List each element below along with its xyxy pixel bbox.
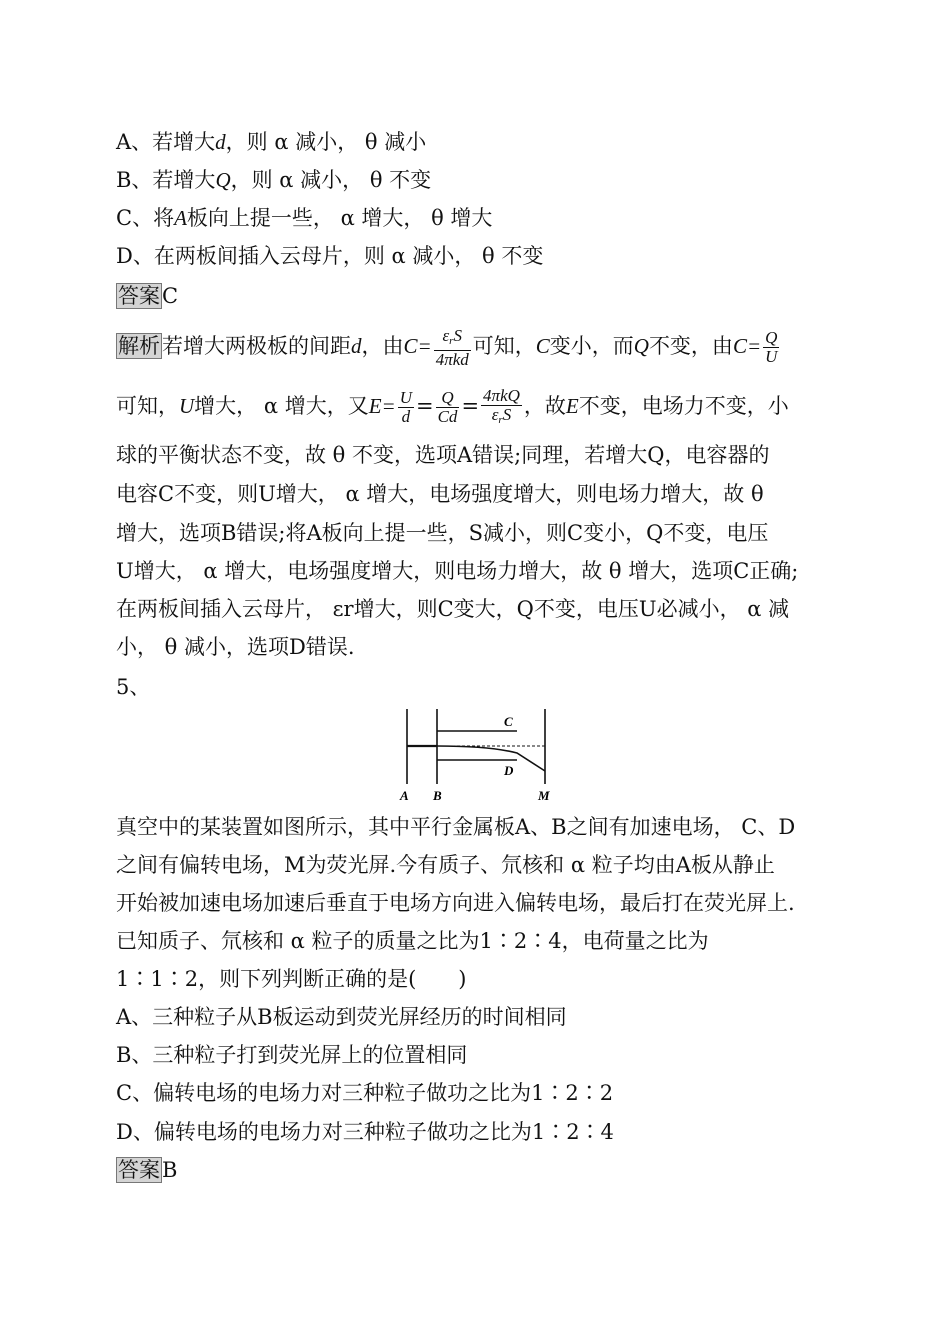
q5-stem-line-1: 真空中的某装置如图所示，其中平行金属板A、B之间有加速电场， C、D	[116, 815, 796, 839]
answer-value: B	[162, 1158, 178, 1182]
q4-analysis-line-6: U增大， α 增大，电场强度增大，则电场力增大，故 θ 增大，选项C正确;	[116, 559, 799, 583]
q5-option-d: D、偏转电场的电场力对三种粒子做功之比为1∶2∶4	[116, 1120, 614, 1144]
fraction-q-over-cd: $\frac{Q}{Cd}$	[437, 388, 458, 426]
answer-tag: 答案	[118, 284, 160, 308]
fraction-capacitance: $\frac{\varepsilon_rS}{\text{4πkd}}$	[435, 325, 469, 369]
label-m: M	[538, 788, 550, 803]
label-a: A	[400, 788, 409, 803]
q4-answer	[116, 281, 178, 311]
fraction-q-over-u: $\frac{Q}{U}$	[765, 328, 778, 366]
q4-option-d: D、在两板间插入云母片，则 α 减小， θ 不变	[116, 244, 544, 268]
q4-option-b: B、若增大Q，则 α 减小， θ 不变	[116, 168, 432, 192]
q5-answer	[116, 1155, 177, 1185]
analysis-tag: 解析	[118, 334, 160, 358]
label-c: C	[504, 714, 513, 729]
label-b: B	[433, 788, 442, 803]
q4-analysis-line-1: 解析若增大两极板的间距d，由C= $\frac{\varepsilon_rS}{\text{4πkd}}$ 可知，C变小，而Q不变，由C= $\frac{Q}{U}$	[118, 325, 778, 369]
q4-analysis-line-7: 在两板间插入云母片， εr增大，则C变大，Q不变，电压U必减小， α 减	[116, 597, 790, 621]
q4-analysis-line-5: 增大，选项B错误;将A板向上提一些，S减小，则C变小，Q不变，电压	[116, 521, 769, 545]
label-d: D	[504, 763, 514, 778]
q5-option-c: C、偏转电场的电场力对三种粒子做功之比为1∶2∶2	[116, 1081, 614, 1105]
q4-option-a: A、若增大d，则 α 减小， θ 减小	[116, 130, 427, 154]
q5-option-b: B、三种粒子打到荧光屏上的位置相同	[116, 1043, 468, 1067]
q4-analysis-line-8: 小， θ 减小，选项D错误.	[116, 635, 355, 659]
answer-value: C	[162, 284, 179, 308]
q5-stem-line-4: 已知质子、氘核和 α 粒子的质量之比为1∶2∶4，电荷量之比为	[116, 929, 709, 953]
q4-analysis-line-2: 可知，U增大， α 增大，又E= $\frac{U}{d}$ = $\frac{Q}{Cd}$ = $\frac{\text{4πkQ}}{\varepsilon_rS}$ ，故E不变，电场力不变，小	[116, 386, 789, 429]
q4-analysis-line-3: 球的平衡状态不变，故 θ 不变，选项A错误;同理，若增大Q，电容器的	[116, 443, 770, 467]
q4-analysis-line-4: 电容C不变，则U增大， α 增大，电场强度增大，则电场力增大，故 θ	[116, 482, 764, 506]
q5-stem-line-2: 之间有偏转电场，M为荧光屏.今有质子、氘核和 α 粒子均由A板从静止	[116, 853, 775, 877]
q5-option-a: A、三种粒子从B板运动到荧光屏经历的时间相同	[116, 1005, 567, 1029]
answer-tag: 答案	[118, 1158, 160, 1182]
deflected-trajectory	[437, 746, 545, 771]
fraction-field: $\frac{\text{4πkQ}}{\varepsilon_rS}$	[483, 385, 520, 426]
q5-stem-line-5: 1∶1∶2，则下列判断正确的是( )	[116, 967, 467, 991]
q5-stem-line-3: 开始被加速电场加速后垂直于电场方向进入偏转电场，最后打在荧光屏上.	[116, 891, 795, 915]
fraction-u-over-d: $\frac{U}{d}$	[399, 388, 412, 426]
q5-apparatus-figure	[395, 704, 560, 804]
q4-option-c: C、将A板向上提一些， α 增大， θ 增大	[116, 206, 493, 230]
q5-number: 5、	[116, 675, 151, 699]
